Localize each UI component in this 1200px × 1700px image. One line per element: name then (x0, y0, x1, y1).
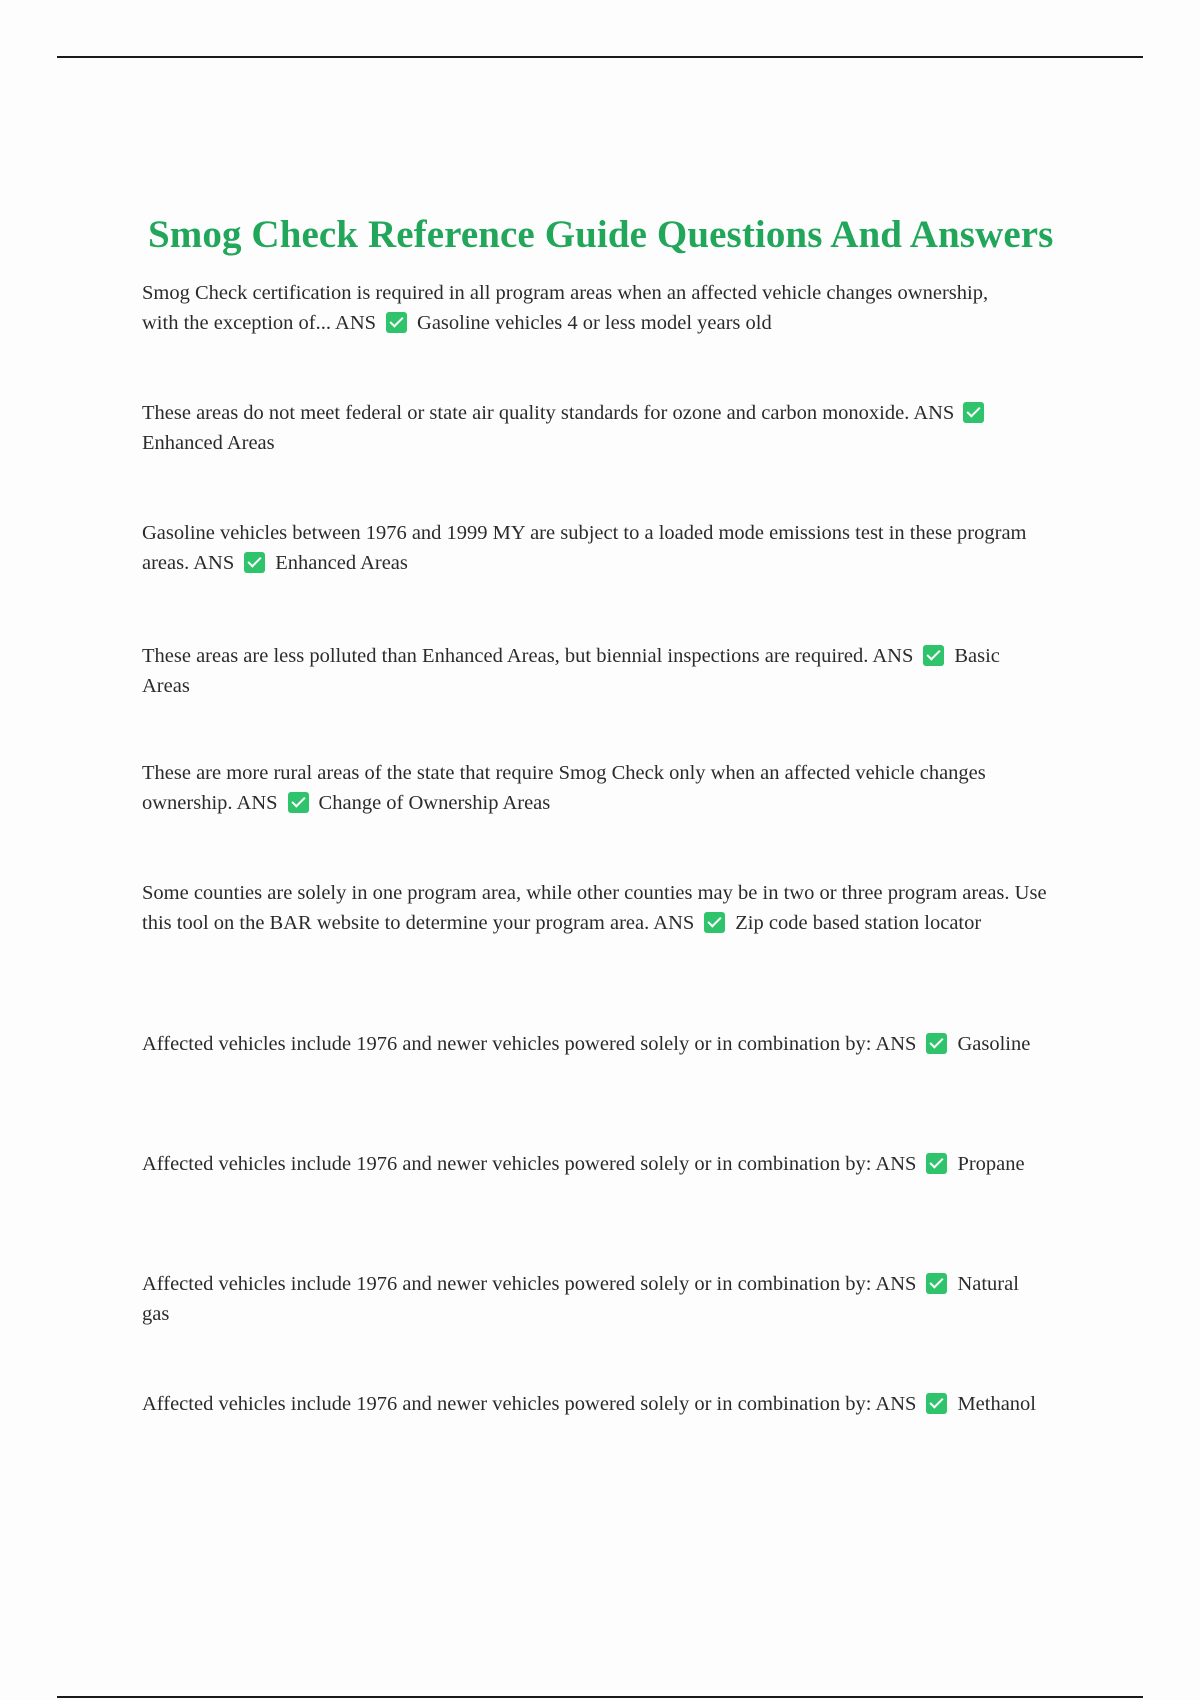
qa-item (142, 758, 1022, 818)
qa-item (142, 1269, 1042, 1329)
question-text: Smog Check certification is required in all program areas when an affected vehicle changes ownership, with the exception of... (142, 282, 989, 334)
check-mark-icon (288, 792, 309, 813)
question-text: These areas are less polluted than Enhanced Areas, but biennial inspections are required. (142, 645, 869, 667)
check-mark-icon (963, 402, 984, 423)
qa-item (142, 278, 1022, 338)
answer-marker: ANS (236, 792, 278, 814)
page-title: Smog Check Reference Guide Questions And Answers (148, 213, 1054, 256)
answer-text: Methanol (957, 1393, 1037, 1415)
page-top-rule (57, 56, 1143, 58)
qa-item (142, 398, 1047, 458)
answer-text: Zip code based station locator (735, 912, 982, 934)
answer-marker: ANS (193, 552, 235, 574)
answer-text: Enhanced Areas (142, 432, 275, 454)
answer-text: Enhanced Areas (275, 552, 408, 574)
answer-marker: ANS (872, 645, 914, 667)
check-mark-icon (926, 1393, 947, 1414)
answer-text: Basic Areas (142, 645, 1000, 697)
answer-text: Gasoline vehicles 4 or less model years old (417, 312, 772, 334)
question-text: Gasoline vehicles between 1976 and 1999 MY are subject to a loaded mode emissions test in these program areas. (142, 522, 1027, 574)
answer-marker: ANS (875, 1273, 917, 1295)
answer-text: Natural gas (142, 1273, 1019, 1325)
check-mark-icon (926, 1273, 947, 1294)
qa-item (142, 518, 1042, 578)
check-mark-icon (704, 912, 725, 933)
answer-marker: ANS (875, 1153, 917, 1175)
answer-text: Change of Ownership Areas (318, 792, 551, 814)
qa-item (142, 641, 1042, 701)
page-bottom-rule (57, 1696, 1143, 1698)
check-mark-icon (386, 312, 407, 333)
answer-marker: ANS (875, 1393, 917, 1415)
question-text: Affected vehicles include 1976 and newer vehicles powered solely or in combination by: (142, 1273, 872, 1295)
check-mark-icon (244, 552, 265, 573)
check-mark-icon (926, 1153, 947, 1174)
question-text: Affected vehicles include 1976 and newer vehicles powered solely or in combination by: (142, 1033, 872, 1055)
question-text: Affected vehicles include 1976 and newer vehicles powered solely or in combination by: (142, 1393, 872, 1415)
answer-text: Propane (957, 1153, 1025, 1175)
answer-marker: ANS (653, 912, 695, 934)
answer-marker: ANS (875, 1033, 917, 1055)
check-mark-icon (923, 645, 944, 666)
qa-item (142, 878, 1052, 938)
question-text: Some counties are solely in one program area, while other counties may be in two or three program areas. Use this tool on the BAR website to determine your program area. (142, 882, 1047, 934)
question-text: These are more rural areas of the state that require Smog Check only when an affected vehicle changes ownership. (142, 762, 986, 814)
question-text: Affected vehicles include 1976 and newer vehicles powered solely or in combination by: (142, 1153, 872, 1175)
question-text: These areas do not meet federal or state air quality standards for ozone and carbon monoxide. (142, 402, 910, 424)
qa-item (142, 1029, 1042, 1059)
qa-item (142, 1149, 1042, 1179)
answer-text: Gasoline (957, 1033, 1031, 1055)
check-mark-icon (926, 1033, 947, 1054)
answer-marker: ANS (335, 312, 377, 334)
qa-item (142, 1389, 1042, 1419)
answer-marker: ANS (913, 402, 955, 424)
